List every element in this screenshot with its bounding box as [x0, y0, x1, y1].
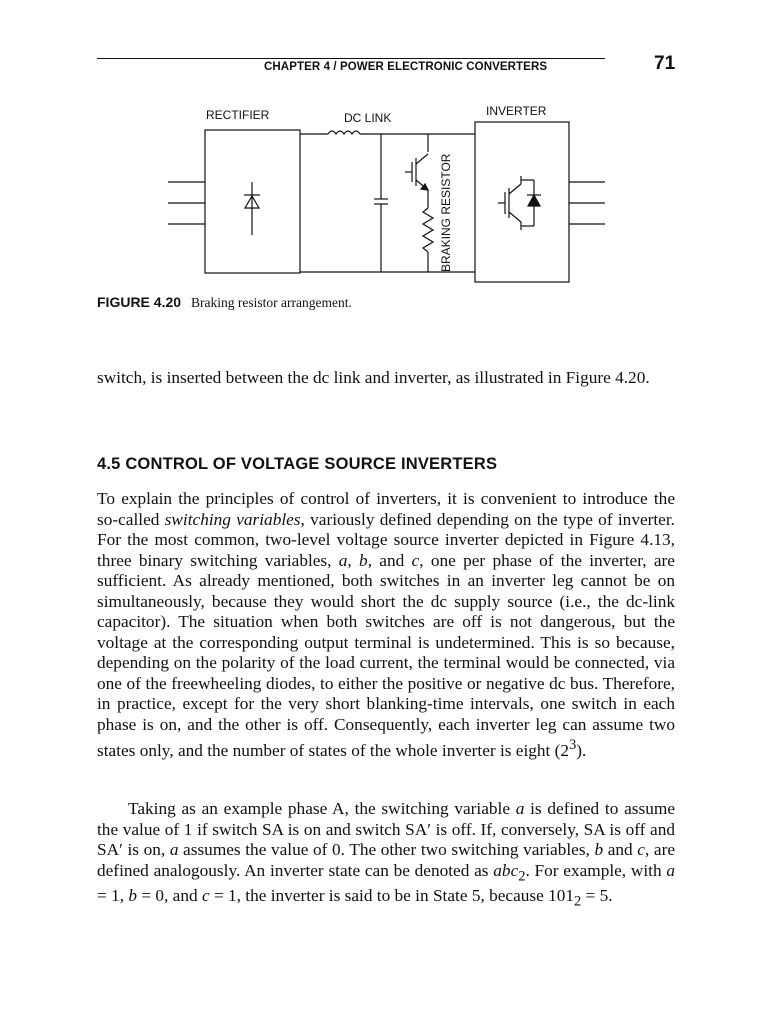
p2-text-1: To explain the principles of control of inverters, it is convenient to introduce the so-called: [97, 489, 675, 529]
p3-var-c: c: [637, 840, 645, 859]
p3-text-1: Taking as an example phase A, the switching variable: [128, 799, 516, 818]
paragraph-continuation: switch, is inserted between the dc link and inverter, as illustrated in Figure 4.20.: [97, 368, 650, 387]
p3-eq-b: b: [128, 886, 137, 906]
p3-text-3: assumes the value of 0. The other two switching variables,: [178, 840, 595, 859]
label-inverter: INVERTER: [486, 104, 547, 118]
header-rule: [97, 58, 605, 59]
p3-and: and: [603, 840, 638, 859]
figure-braking-resistor: [150, 100, 620, 290]
p3-var-b: b: [594, 840, 604, 859]
page-number: 71: [654, 53, 676, 74]
p3-text-5: . For example, with: [525, 860, 667, 880]
p3-text-9: = 5.: [581, 886, 613, 906]
p3-var-a-2: a: [169, 840, 179, 859]
p3-text-4: , are defined analogously. An inverter state can be denoted as: [97, 840, 675, 880]
inductor-icon: [328, 131, 360, 134]
p3-abc: abc: [493, 860, 519, 880]
paragraph-phase-a-example: [97, 799, 675, 912]
p3-text-8: = 1, the inverter is said to be in State 5, because 101: [209, 886, 575, 906]
p2-var-a: a: [338, 550, 348, 570]
figure-caption: [97, 294, 352, 311]
resistor-icon: [423, 208, 433, 252]
p3-eq-c: c: [201, 886, 210, 906]
inverter-box: [475, 122, 569, 282]
p3-text-2: is defined to assume the value of 1 if switch SA is on and switch SA′ is off. If, conversely, SA is off and SA′ is on,: [97, 799, 675, 859]
p2-comma: ,: [347, 550, 360, 570]
p2-text-2: , variously defined depending on the type of inverter. For the most common, two-level voltage source inverter depicted in Figure 4.13, three binary switching variables,: [97, 509, 675, 570]
p2-text-4: ).: [576, 740, 587, 760]
igbt-diode-icon: [498, 176, 541, 230]
diode-icon: [244, 182, 260, 235]
p3-var-a: a: [515, 799, 525, 818]
p3-subscript-2b: 2: [574, 893, 582, 910]
capacitor-icon: [374, 134, 388, 272]
section-heading: 4.5 CONTROL OF VOLTAGE SOURCE INVERTERS: [97, 455, 498, 473]
figure-caption-text: Braking resistor arrangement.: [191, 295, 352, 310]
label-rectifier: RECTIFIER: [206, 108, 270, 122]
p3-text-6: = 1,: [97, 886, 129, 906]
circuit-diagram: [150, 100, 620, 290]
p2-var-c: c: [411, 550, 420, 570]
p2-var-b: b: [359, 550, 368, 570]
transistor-icon: [405, 154, 428, 190]
label-braking-resistor: BRAKING RESISTOR: [439, 153, 453, 272]
p2-text-3: , one per phase of the inverter, are sufficient. As already mentioned, both switches in an inverter leg cannot be on simultaneously, because they would short the dc supply source (i.e., the dc-link capacitor). The situation when both switches are off is not dangerous, but the voltage at the corresponding output terminal is undetermined. This is so because, depending on the polarity of the load current, the terminal would be connected, via one of the freewheeling diodes, to either the positive or negative dc bus. Therefore, in practice, except for the very short blanking-time intervals, one switch in each phase is on, and the other is off. Consequently, each inverter leg can assume two states only, and the number of states of the whole inverter is eight (2: [97, 550, 675, 760]
p3-eq-a: a: [666, 860, 676, 880]
figure-caption-number: FIGURE 4.20: [97, 294, 182, 310]
p3-subscript-2: 2: [518, 867, 526, 884]
p3-text-7: = 0, and: [137, 886, 202, 906]
p2-term-switching-variables: switching variables: [164, 509, 301, 529]
label-dc-link: DC LINK: [344, 111, 392, 125]
p2-superscript: 3: [569, 737, 577, 753]
p2-and: , and: [367, 550, 412, 570]
paragraph-switching-variables: [97, 489, 675, 761]
running-head: CHAPTER 4 / POWER ELECTRONIC CONVERTERS: [264, 61, 548, 73]
